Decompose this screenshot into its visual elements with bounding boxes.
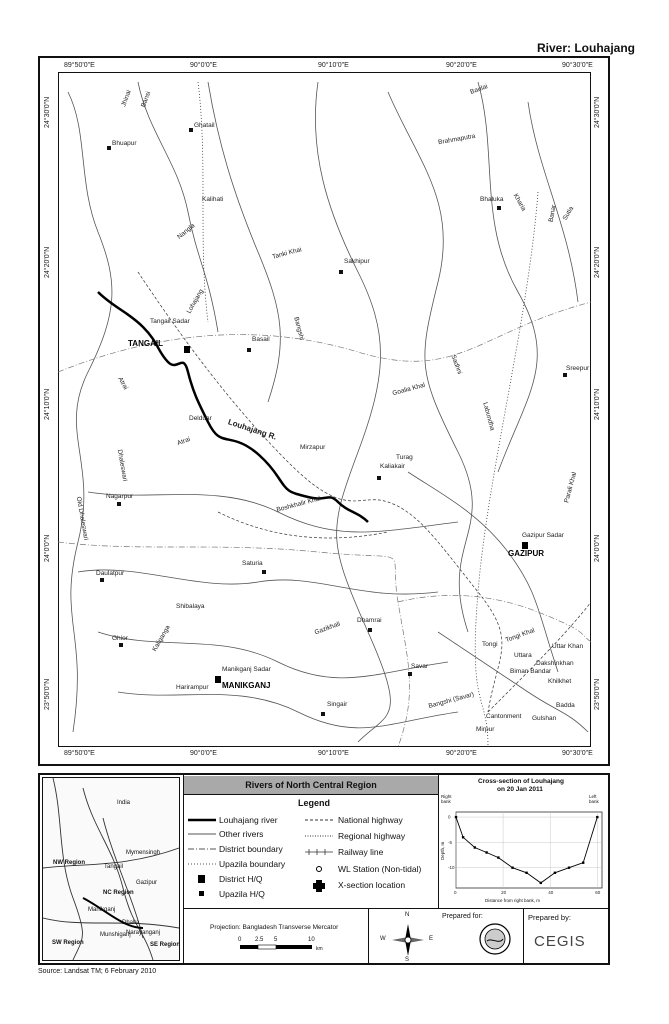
upazila-hq-icon (408, 672, 412, 676)
river-label: Sadhni (449, 353, 463, 376)
upazila-label: Mirzapur (300, 444, 326, 451)
upazila-hq-icon (107, 146, 111, 150)
legend-heading: Legend (298, 798, 331, 808)
left-tick: 23°50'0"N (44, 678, 51, 710)
divider (368, 908, 369, 963)
upazila-label: Daulatpur (96, 570, 125, 577)
compass-label: N (405, 912, 410, 918)
upazila-hq-icon (377, 476, 381, 480)
river-label: Jhinai (120, 89, 133, 108)
river-label: Sutia (561, 205, 576, 222)
inset-label: India (117, 800, 131, 806)
upazila-label: Manikganj Sadar (222, 666, 271, 673)
left-tick: 24°0'0"N (44, 534, 51, 562)
upazila-label: Uttar Khan (552, 643, 584, 650)
cross-section-chart (448, 806, 608, 902)
river-label: Tongi Khal (504, 627, 536, 644)
cross-section-point (596, 816, 598, 818)
river-label: Old Dhaleswari (74, 496, 90, 541)
louhajang-river (98, 292, 368, 522)
river-label: Bangshi (Savar) (427, 691, 475, 710)
divider (183, 794, 438, 795)
compass-icon (388, 920, 428, 960)
cross-section-point (485, 851, 487, 853)
projection-text: Projection: Bangladesh Transverse Mercator (210, 924, 339, 931)
scale-tick: 0 (238, 937, 242, 943)
river-label-louhajang: Louhajang R. (226, 417, 278, 442)
left-tick: 24°20'0"N (44, 246, 51, 278)
inset-label: Dhaka (122, 920, 140, 926)
cross-section-point (511, 867, 513, 869)
national-highway (138, 272, 502, 712)
legend-item: Regional highway (338, 831, 406, 841)
divider (183, 775, 184, 963)
prepared-for-label: Prepared for: (442, 913, 483, 920)
client-logo (478, 922, 512, 956)
divider (183, 908, 608, 909)
left-tick: 24°10'0"N (44, 388, 51, 420)
upazila-label: Tangail Sadar (150, 318, 190, 325)
chart-xlabel: Distance from right bank, m (485, 898, 541, 903)
upazila-hq-icon (563, 373, 567, 377)
upazila-hq-icon (339, 270, 343, 274)
upazila-label: Bhuapur (112, 140, 137, 147)
inset-label: Gazipur (136, 880, 158, 886)
upazila-label: Biman Bandar (510, 668, 552, 675)
legend-item: Upazila boundary (219, 859, 286, 869)
upazila-label: Ghatail (194, 122, 215, 129)
national-highway (488, 602, 591, 712)
right-tick: 23°50'0"N (594, 678, 601, 710)
scale-tick: 5 (274, 937, 278, 943)
railway-line (475, 192, 538, 747)
left-tick: 24°30'0"N (44, 96, 51, 128)
upazila-label: Ghior (112, 635, 128, 642)
bottom-tick: 90°10'0"E (318, 750, 349, 757)
chart-plot-area (456, 812, 602, 888)
river-label: Baulai (469, 83, 489, 96)
upazila-hq-icon (247, 348, 251, 352)
regional-highway (218, 512, 388, 538)
chart-x-tick: 40 (548, 890, 554, 895)
cross-section-point (582, 862, 584, 864)
top-tick: 90°10'0"E (318, 62, 349, 69)
upazila-hq-icon (189, 128, 193, 132)
district-boundary (398, 595, 591, 642)
upazila-label: Nagarpur (106, 493, 134, 500)
upazila-hq-icon (117, 502, 121, 506)
compass-label: E (429, 936, 434, 942)
scale-tick: 2.5 (255, 937, 264, 943)
river-label: Turag (396, 454, 413, 461)
upazila-label: Singair (327, 701, 348, 708)
top-tick: 90°30'0"E (562, 62, 593, 69)
district-hq-icon (215, 676, 221, 683)
upazila-hq-icon (368, 628, 372, 632)
legend-item: Louhajang river (219, 815, 278, 825)
inset-label: SW Region (52, 940, 84, 946)
district-label-gazipur: GAZIPUR (508, 549, 544, 558)
inset-label: Mymensingh (126, 850, 161, 856)
upazila-label: Kaliakair (380, 463, 405, 470)
district-hq-icon (522, 542, 528, 549)
upazila-label: Sreepur (566, 365, 590, 372)
legend-item: Railway line (338, 847, 384, 857)
upazila-label: Savar (411, 663, 428, 670)
chart-x-tick: 20 (501, 890, 507, 895)
river-line (315, 82, 390, 742)
river-label: Gazikhali (313, 620, 342, 637)
upazila-label: Delduar (189, 415, 212, 422)
cross-section-point (462, 836, 464, 838)
river-line (118, 692, 458, 728)
bottom-tick: 90°30'0"E (562, 750, 593, 757)
legend-item: WL Station (Non-tidal) (338, 864, 422, 874)
inset-label: Manikganj (88, 907, 116, 913)
upazila-hq-icon (262, 570, 266, 574)
river-line (208, 82, 280, 402)
cross-section-point (540, 882, 542, 884)
chart-left-bank: Left bank (589, 794, 599, 804)
scale-unit: km (316, 946, 323, 952)
chart-x-tick: 60 (595, 890, 601, 895)
inset-label: Narayanganj (126, 930, 161, 936)
legend-item: X-section location (338, 880, 406, 890)
river-label: Nangla (176, 222, 197, 241)
upazila-label: Saturia (242, 560, 263, 567)
chart-y-tick: -10 (448, 865, 455, 871)
inset-label: Munshiganj (100, 932, 131, 938)
page-title: River: Louhajang (536, 41, 635, 55)
divider (523, 908, 524, 963)
river-line (388, 92, 472, 632)
upazila-hq-icon (100, 578, 104, 582)
inset-label: NW Region (53, 860, 85, 866)
river-line (138, 82, 218, 332)
river-label: Boshkhalir Khal (275, 495, 322, 514)
cross-section-point (568, 867, 570, 869)
upazila-label: Dakshinkhan (536, 660, 574, 667)
river-line (78, 570, 438, 594)
right-tick: 24°0'0"N (594, 534, 601, 562)
legend-item: District H/Q (219, 874, 263, 884)
legend-item: Upazila H/Q (219, 889, 265, 899)
map-linework (58, 72, 591, 747)
cegis-logo: CEGIS (534, 933, 586, 950)
scale-tick: 10 (308, 937, 315, 943)
river-label: Bangshi (292, 316, 306, 341)
upazila-label: Shibalaya (176, 603, 205, 610)
upazila-label: Kalihati (202, 196, 224, 203)
river-label: Bansi (140, 90, 153, 109)
upazila-label: Cantonment (486, 713, 522, 720)
right-tick: 24°20'0"N (594, 246, 601, 278)
upazila-label: Gulshan (532, 715, 557, 722)
upazila-label: Basail (252, 336, 270, 343)
upazila-label: Bhaluka (480, 196, 504, 203)
upazila-label: Tongi (482, 641, 498, 648)
inset-label: Tangail (104, 864, 124, 870)
legend-item: National highway (338, 815, 403, 825)
river-line (88, 492, 458, 532)
upazila-label: Dhamrai (357, 617, 382, 624)
legend-item: District boundary (219, 844, 283, 854)
cross-section-point (474, 846, 476, 848)
chart-y-tick: -5 (448, 839, 453, 845)
chart-title-2: on 20 Jan 2011 (497, 786, 543, 793)
river-label: Goalia Khal (391, 381, 426, 398)
river-label: Banar (547, 204, 558, 223)
cross-section-point (455, 816, 457, 818)
upazila-label: Badda (556, 702, 575, 709)
upazila-label: Sakhipur (344, 258, 370, 265)
upazila-label: Mirpur (476, 726, 495, 733)
top-tick: 89°50'0"E (64, 62, 95, 69)
district-hq-icon (184, 346, 190, 353)
chart-title-1: Cross-section of Louhajang (478, 778, 564, 785)
river-label: Brahmaputra (437, 132, 476, 147)
upazila-label: Gazipur Sadar (522, 532, 564, 539)
bottom-tick: 90°20'0"E (446, 750, 477, 757)
river-label: Kaliganga (151, 624, 172, 653)
prepared-by-label: Prepared by: (528, 913, 571, 922)
right-tick: 24°30'0"N (594, 96, 601, 128)
river-line (68, 92, 112, 732)
right-tick: 24°10'0"N (594, 388, 601, 420)
river-label: Atrai (176, 435, 192, 448)
river-label: Labundha (481, 401, 496, 432)
inset-label: SE Region (150, 942, 181, 948)
river-label: Parali Khal (563, 471, 579, 504)
top-tick: 90°0'0"E (190, 62, 217, 69)
legend-item: Other rivers (219, 829, 264, 839)
bottom-tick: 90°0'0"E (190, 750, 217, 757)
upazila-label: Uttara (514, 652, 532, 659)
divider (438, 775, 439, 908)
top-tick: 90°20'0"E (446, 62, 477, 69)
compass-label: S (405, 957, 410, 963)
river-line (98, 632, 448, 678)
chart-x-tick: 0 (454, 890, 457, 895)
cross-section-point (554, 872, 556, 874)
legend-panel-title: Rivers of North Central Region (184, 776, 438, 794)
river-label: Dhaleswari (115, 449, 129, 482)
inset-label: NC Region (103, 890, 134, 896)
chart-y-tick: 0 (448, 814, 451, 820)
river-label: Tanki Khai (271, 246, 303, 261)
chart-ylabel: Depth, m (440, 841, 445, 860)
district-label-manikganj: MANIKGANJ (222, 681, 271, 690)
district-boundary (58, 302, 591, 372)
scale-bar (240, 944, 320, 952)
upazila-label: Khilkhet (548, 678, 572, 685)
compass-label: W (380, 936, 386, 942)
upazila-hq-icon (497, 206, 501, 210)
river-label: Lohajang (185, 288, 206, 315)
source-note: Source: Landsat TM; 6 February 2010 (38, 968, 157, 975)
river-line (528, 102, 578, 302)
river-label: Kharia (511, 192, 528, 213)
district-label-tangail: TANGAIL (128, 339, 163, 348)
upazila-hq-icon (119, 643, 123, 647)
river-label: Atrai (116, 375, 130, 392)
cross-section-point (497, 856, 499, 858)
chart-right-bank: Right bank (441, 794, 452, 804)
upazila-label: Harirampur (176, 684, 209, 691)
cross-section-point (525, 872, 527, 874)
bottom-tick: 89°50'0"E (64, 750, 95, 757)
upazila-hq-icon (321, 712, 325, 716)
